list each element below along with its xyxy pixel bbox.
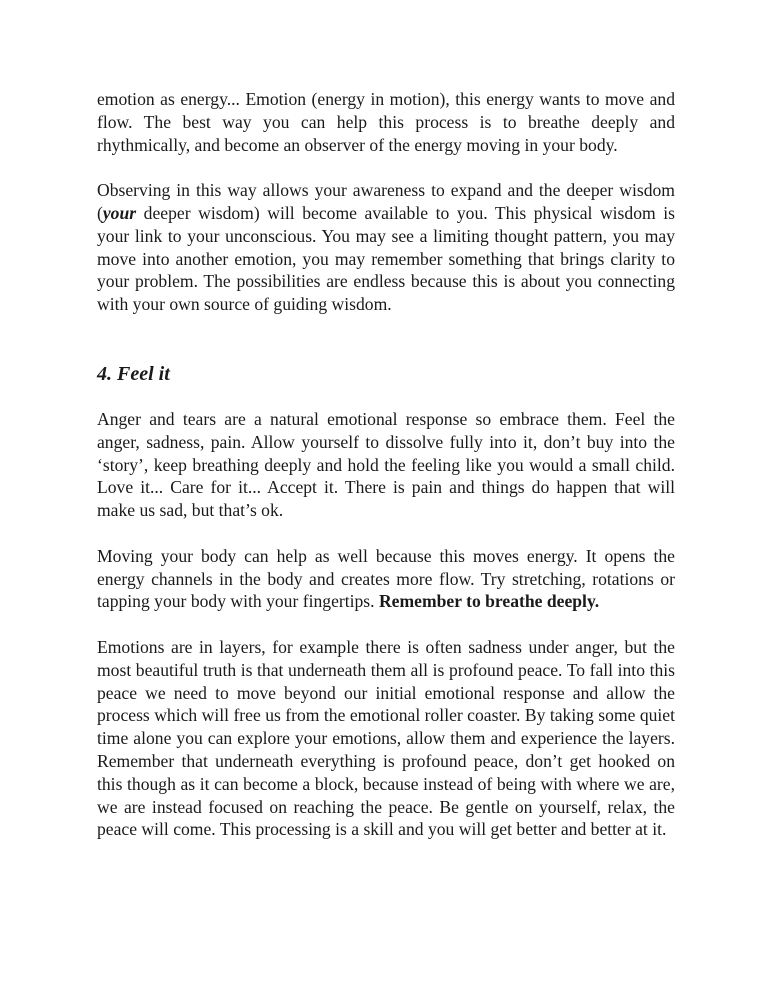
paragraph-emotion-as-energy: emotion as energy... Emotion (energy in motion), this energy wants to move and flow. The best way you can help this process is to breathe deeply and rhythmically, and become an observer of the energy moving in your body. — [97, 89, 675, 155]
paragraph-observing — [97, 179, 675, 316]
page-body — [97, 88, 675, 841]
bold-remember-to-breathe: Remember to breathe deeply. — [378, 591, 600, 612]
section-heading-feel-it: 4. Feel it — [97, 362, 170, 385]
paragraph-anger-and-tears: Anger and tears are a natural emotional response so embrace them. Feel the anger, sadness, pain. Allow yourself to dissolve fully into it, don’t buy into the ‘story’, keep breathing deeply and hold the feeling like you would a small child. Love it... Care for it... Accept it. There is pain and things do happen that will make us sad, but that’s ok. — [97, 408, 675, 521]
paragraph-emotions-in-layers: Emotions are in layers, for example there is often sadness under anger, but the most beautiful truth is that underneath them all is profound peace. To fall into this peace we need to move beyond our initial emotional response and allow the process which will free us from the emotional roller coaster. By taking some quiet time alone you can explore your emotions, allow them and experience the layers. Remember that underneath everything is profound peace, don’t get hooked on this though as it can become a block, because instead of being with where we are, we are instead focused on reaching the peace. Be gentle on yourself, relax, the peace will come. This processing is a skill and you will get better and better at it. — [97, 636, 675, 840]
paragraph-moving-your-body — [97, 545, 675, 613]
paragraph-moving-start: Moving your body can help as well because this moves energy. It opens the energy channels in the body and creates more flow. Try stretching, rotations or tapping your body with your fingertips. — [97, 545, 675, 612]
emphasis-your: your — [102, 202, 137, 223]
paragraph-observing-start: Observing in this way allows your awareness to expand and the deeper wisdom ( — [97, 180, 675, 223]
paragraph-observing-end: deeper wisdom) will become available to you. This physical wisdom is your link to your unconscious. You may see a limiting thought pattern, you may move into another emotion, you may remember something that brings clarity to your problem. The possibilities are endless because this is about you connecting with your own source of guiding wisdom. — [97, 202, 675, 315]
